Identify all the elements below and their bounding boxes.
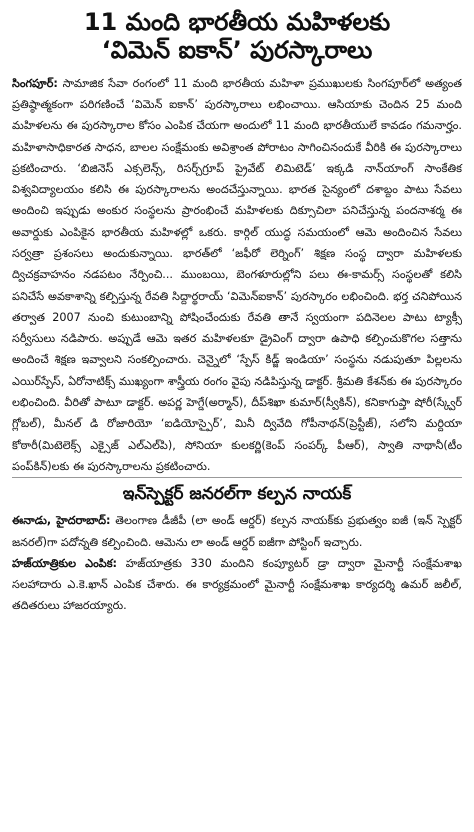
article-text-haj-pilgrims: హజ్‌యాత్రకు 330 మందిని కంప్యూటర్ డ్రా ద్వారా మైనార్టీ సంక్షేమశాఖ సలహాదారు ఎ.కె.ఖాన్ ఎంపిక చేశారు. ఈ కార్యక్రమంలో మైనార్టీ సంక్షేమశాఖ కార్యదర్శి ఉమర్ జలీల్, తదితరులు హాజరయ్యారు. — [12, 556, 462, 613]
article-text-women-icons: సామాజిక సేవా రంగంలో 11 మంది భారతీయ మహిళా ప్రముఖులకు సింగపూర్‌లో అత్యంత ప్రతిష్ఠాత్మకంగా పరిగణించే ‘విమెన్ ఐకాన్’ పురస్కారాలు లభించాయి. ఆసియాకు చెందిన 25 మంది మహిళలను ఈ పురస్కారాల కోసం ఎంపిక చేయగా అందులో 11 మంది భారతీయులే కావడం గమనార్హం. మహిళాసాధికారత సాధన, బాలల సంక్షేమంకు అవిశ్రాంత పోరాటం సాగించినందుకే వీరికి ఈ పురస్కారాలు ప్రకటించారు. ‘బిజినెస్ ఎక్సలెన్స్, రిసర్చ్‌గ్రూప్ ప్రైవేట్ లిమిటెడ్’ ఇక్కడి నాన్‌యాంగ్ సాంకేతిక విశ్వవిద్యాలయం కలిసి ఈ పురస్కారాలను అందచేస్తున్నాయి. భారత సైన్యంలో దశాబ్దం పాటు సేవలు అందించి ఇప్పుడు అంకుర సంస్థలను ప్రారంభించే మహిళలకు దిక్సూచిలా పనిచేస్తున్న పందనాశర్మ ఈ అవార్డుకు ఎంపికైన భారతీయ మహిళల్లో ఒకరు. కార్గిల్ యుద్ధ సమయంలో ఆమె అందించిన సేవలు సర్వత్రా ప్రశంసలు అందుకున్నాయి. భారత్‌లో ‘జఫీరో లెర్నింగ్’ శిక్షణ సంస్థ ద్వారా మహిళలకు ద్విచక్రవాహనం నడపటం నేర్పించి... ముంబయి, బెంగళూరుల్లోని పలు ఈ-కామర్స్ సంస్థలతో కలిసి పనిచేసే అవకాశాన్ని కల్పిస్తున్న రేవతి సిద్దార్థరాయ్ ‘విమెన్‌ఐకాన్’ పురస్కారం లభించింది. భర్త చనిపోయిన తర్వాత 2007 నుంచి కుటుంబాన్ని పోషించేందుకు రేవతి తానే స్వయంగా పదినెలల పాటు ట్యాక్సీ సర్వీసులు నడిపారు. అప్పుడే ఆమె ఇతర మహిళలకూ డ్రైవింగ్ ద్వారా ఉపాధి కల్పించుకొగల సత్తాను అందించే శిక్షణ ఇవ్వాలని సంకల్పించారు. చెన్నైలో ‘స్పేస్ కిడ్జ్ ఇండియా’ సంస్థను నడుపుతూ పిల్లలను ఎయిర్‌స్పేస్, ఏరోనాటిక్స్ ముఖ్యంగా శాస్త్రీయ రంగం వైపు నడిపిస్తున్న డాక్టర్. శ్రీమతి కేశన్‌కు ఈ పురస్కారం లభించింది. వీరితో పాటూ డాక్టర్. అపర్ణ హెగ్డే(అర్మాన్), దీప్‌శిఖా కుమార్(స్వీకిన్), కనికాగుప్తా షోరీ(స్క్వేర్ గ్లోబల్), మీనల్ డి రోజారియో ‘ఐడియోస్పైర్’, మినీ ద్వివేది గోపీనాథన్(ప్రెస్టీజ్), సలోని మర్దియా కోఠారీ(మిటెలెక్స్ ఎక్సైజ్ ఎల్‌ఎల్‌పి), సోనియా కులకర్ణి(కెంప్ సంపర్క్ పీఆర్), స్వాతి నాథానీ(టీం పంప్‌కిన్)లకు ఈ పురస్కారాలను ప్రకటించారు. — [12, 76, 462, 473]
dateline-hyderabad: ఈనాడు, హైదరాబాద్: — [12, 514, 111, 528]
section-divider — [12, 477, 462, 478]
article-body-kalpana-nayak — [12, 510, 462, 553]
article-headline — [12, 8, 462, 65]
dateline-singapore: సింగపూర్: — [12, 76, 58, 90]
article-body-women-icons — [12, 73, 462, 478]
dateline-haj-selection: హజ్‌యాత్రికుల ఎంపిక: — [12, 556, 118, 570]
headline-line-2: ‘విమెన్ ఐకాన్’ పురస్కారాలు — [101, 36, 373, 65]
article-text-kalpana-nayak: తెలంగాణ డీజీపీ (లా అండ్ ఆర్డర్) కల్పన నాయక్‌కు ప్రభుత్వం ఐజీ (ఇన్ స్పెక్టర్ జనరల్)గా పదోన్నతి కల్పించింది. ఆమెను లా అండ్ ఆర్డర్ ఐజీగా పోస్టింగ్ ఇచ్చారు. — [12, 514, 463, 549]
sub-headline-kalpana-nayak: ఇన్‌స్పెక్టర్ జనరల్‌గా కల్పన నాయక్ — [122, 484, 352, 505]
article-body-haj-pilgrims — [12, 553, 462, 617]
headline-line-1: 11 మంది భారతీయ మహిళలకు — [83, 8, 391, 36]
